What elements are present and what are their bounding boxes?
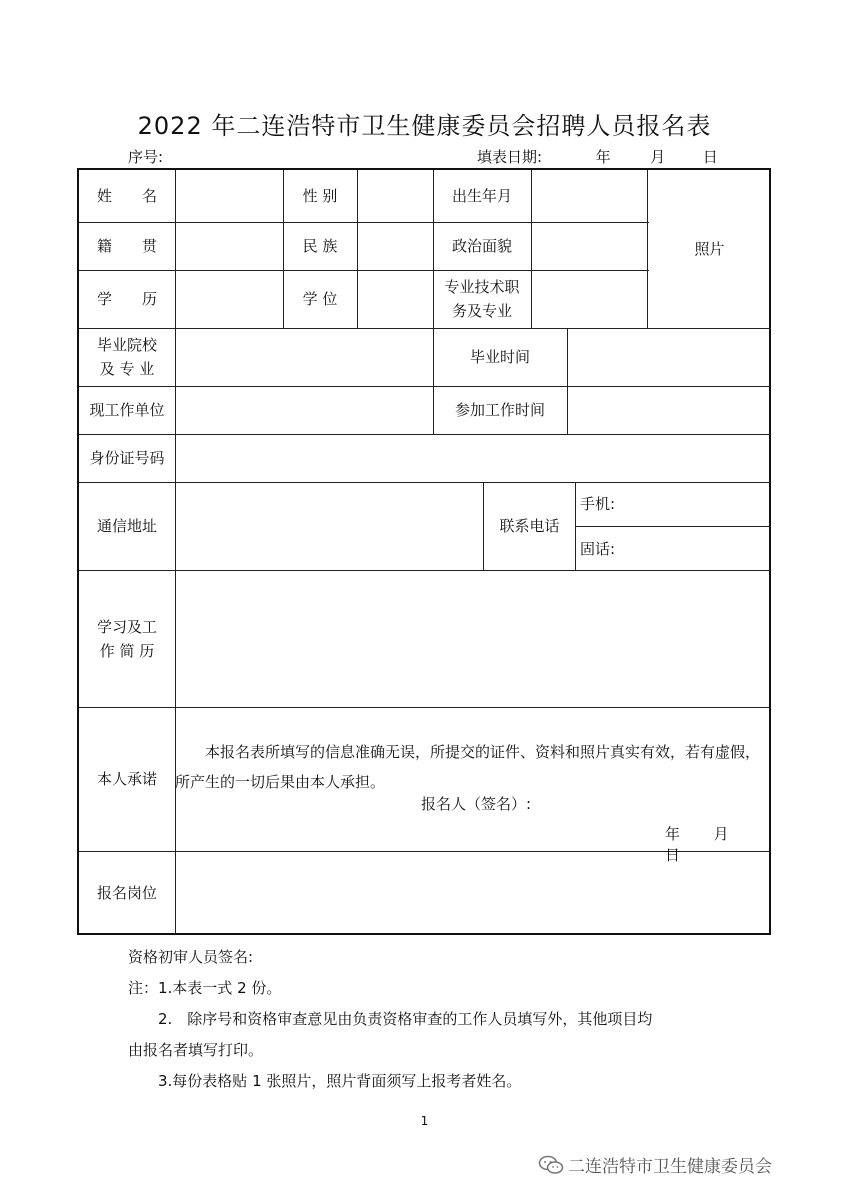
note-2a: 2. 除序号和资格审查意见由负责资格审查的工作人员填写外，其他项目均 xyxy=(158,1010,653,1028)
field-gender[interactable] xyxy=(358,170,433,222)
label-grad-time: 毕业时间 xyxy=(469,348,530,366)
page-number: 1 xyxy=(420,1114,429,1128)
field-degree[interactable] xyxy=(358,270,433,328)
reviewer-signature: 资格初审人员签名: xyxy=(128,948,254,966)
label-school-line2: 及 专 业 xyxy=(99,360,155,378)
fill-date-day: 日 xyxy=(702,148,718,166)
field-id-number[interactable] xyxy=(176,434,771,482)
label-position: 报名岗位 xyxy=(96,884,157,902)
label-address: 通信地址 xyxy=(96,517,157,535)
label-school-line1: 毕业院校 xyxy=(96,336,157,354)
label-pledge: 本人承诺 xyxy=(96,770,157,788)
fill-date xyxy=(477,146,718,167)
field-education[interactable] xyxy=(176,270,283,328)
fill-date-year: 年 xyxy=(595,148,611,166)
fill-date-label: 填表日期: xyxy=(477,148,543,166)
label-contact: 联系电话 xyxy=(499,517,560,535)
field-work-start[interactable] xyxy=(568,386,771,434)
label-id-number: 身份证号码 xyxy=(89,449,165,467)
pledge-year: 年 xyxy=(665,825,681,843)
field-grad-time[interactable] xyxy=(568,328,771,386)
label-school xyxy=(79,328,175,386)
field-resume[interactable] xyxy=(176,570,771,707)
label-political: 政治面貌 xyxy=(451,237,512,255)
field-professional-title[interactable] xyxy=(532,270,647,328)
pledge-day: 日 xyxy=(665,846,681,864)
label-resume xyxy=(79,570,175,707)
label-gender: 性 别 xyxy=(302,187,338,205)
field-political[interactable] xyxy=(532,222,647,270)
label-professional-title-line1: 专业技术职 xyxy=(444,278,520,296)
field-native[interactable] xyxy=(176,222,283,270)
pledge-month: 月 xyxy=(713,825,729,843)
notes xyxy=(128,942,728,1097)
field-ethnicity[interactable] xyxy=(358,222,433,270)
registration-form xyxy=(77,168,771,935)
label-native: 籍 贯 xyxy=(96,237,157,255)
field-address[interactable] xyxy=(176,482,483,570)
label-education: 学 历 xyxy=(96,290,157,308)
label-work-start: 参加工作时间 xyxy=(454,401,545,419)
fill-date-month: 月 xyxy=(650,148,666,166)
pledge-signature[interactable]: 报名人（签名）: xyxy=(421,795,532,813)
label-name: 姓 名 xyxy=(96,187,157,205)
label-employer: 现工作单位 xyxy=(89,401,165,419)
field-mobile[interactable]: 手机: xyxy=(580,495,616,513)
label-resume-line2: 作 简 历 xyxy=(99,641,155,660)
field-employer[interactable] xyxy=(176,386,433,434)
form-title: 2022 年二连浩特市卫生健康委员会招聘人员报名表 xyxy=(137,112,712,140)
field-school[interactable] xyxy=(176,328,433,386)
note-1: 注：1.本表一式 2 份。 xyxy=(128,979,282,997)
field-name[interactable] xyxy=(176,170,283,222)
wechat-icon xyxy=(538,1155,564,1175)
note-2b: 由报名者填写打印。 xyxy=(128,1041,264,1059)
pledge-area xyxy=(79,707,771,864)
field-position[interactable] xyxy=(176,851,771,935)
note-3: 3.每份表格贴 1 张照片，照片背面须写上报考者姓名。 xyxy=(158,1072,522,1090)
watermark xyxy=(538,1152,772,1177)
photo-box[interactable]: 照片 xyxy=(694,240,725,258)
field-birth[interactable] xyxy=(532,170,647,222)
watermark-text: 二连浩特市卫生健康委员会 xyxy=(568,1157,772,1177)
serial-label: 序号: xyxy=(128,148,164,166)
label-ethnicity: 民 族 xyxy=(302,237,338,255)
pledge-text: 本报名表所填写的信息准确无误，所提交的证件、资料和照片真实有效，若有虚假，所产生的一切后果由本人承担。 xyxy=(175,743,761,791)
label-professional-title xyxy=(433,270,531,328)
label-degree: 学 位 xyxy=(302,290,338,308)
label-resume-line1: 学习及工 xyxy=(96,617,157,636)
label-professional-title-line2: 务及专业 xyxy=(451,302,512,320)
label-birth: 出生年月 xyxy=(451,187,512,205)
field-landline[interactable]: 固话: xyxy=(580,539,616,558)
